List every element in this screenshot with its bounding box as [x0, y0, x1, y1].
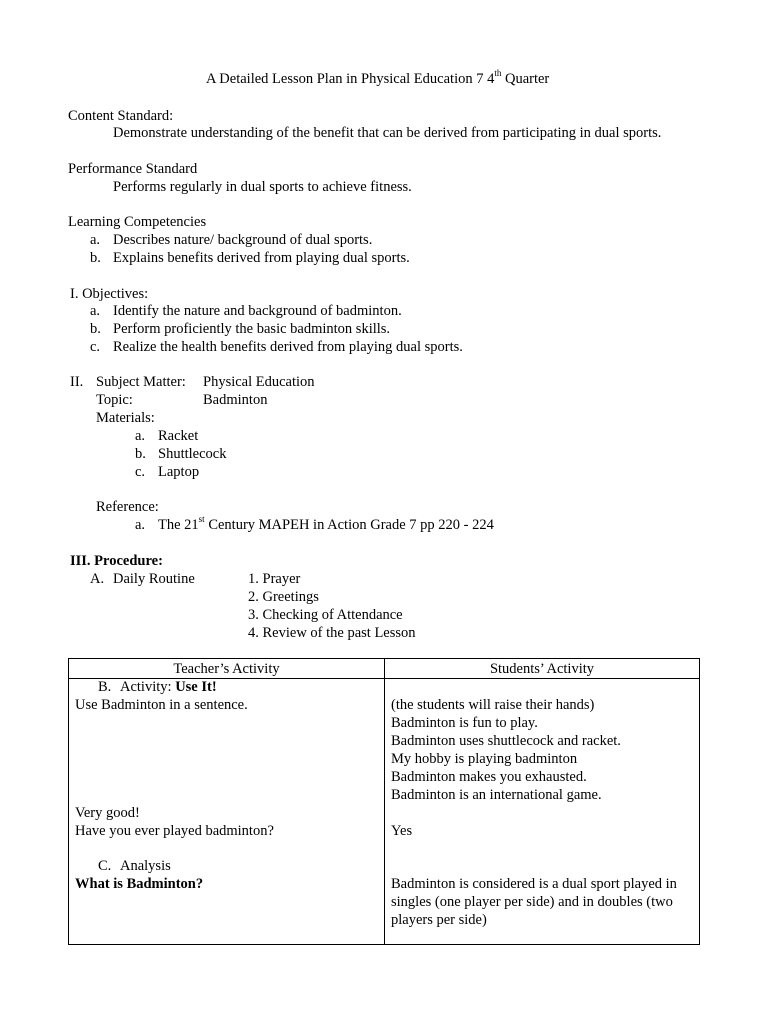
teacher-activity-header: Teacher’s Activity	[173, 661, 280, 677]
learning-competencies-label: Learning Competencies	[68, 214, 207, 230]
activity-marker: B.	[98, 679, 112, 695]
title-text: A Detailed Lesson Plan in Physical Education 7 4	[206, 71, 495, 87]
materials-label: Materials:	[96, 410, 155, 426]
material-item: Laptop	[158, 464, 200, 480]
objective-marker: a.	[90, 303, 101, 319]
activity-heading	[120, 678, 217, 696]
students-activity-header: Students’ Activity	[489, 661, 595, 677]
student-response: Badminton makes you exhausted.	[391, 769, 587, 785]
student-response: (the students will raise their hands)	[391, 697, 595, 713]
topic-value: Badminton	[203, 392, 268, 408]
analysis-marker: C.	[98, 858, 112, 874]
objective-item: Realize the health benefits derived from playing dual sports.	[113, 339, 463, 355]
content-standard-text: Demonstrate understanding of the benefit that can be derived from participating in dual sports.	[113, 125, 662, 141]
objective-item: Identify the nature and background of badminton.	[113, 303, 402, 319]
competency-marker: b.	[90, 250, 101, 266]
reference-marker: a.	[135, 517, 146, 533]
subject-matter-value: Physical Education	[203, 374, 315, 390]
reference-superscript: st	[198, 514, 205, 525]
routine-label: Daily Routine	[113, 571, 195, 587]
material-item: Shuttlecock	[158, 446, 227, 462]
content-standard-label: Content Standard:	[68, 108, 174, 124]
topic-label: Topic:	[96, 392, 133, 408]
objective-marker: b.	[90, 321, 101, 337]
table-column-divider	[384, 659, 385, 944]
material-marker: b.	[135, 446, 146, 462]
routine-item: 3. Checking of Attendance	[248, 607, 403, 623]
student-response: Badminton is an international game.	[391, 787, 602, 803]
competency-item: Describes nature/ background of dual sports.	[113, 232, 373, 248]
page-title	[206, 70, 549, 88]
reference-text-pre: The 21	[158, 517, 199, 533]
objectives-label: I. Objectives:	[70, 286, 149, 302]
teacher-prompt: Use Badminton in a sentence.	[75, 697, 248, 713]
analysis-question: What is Badminton?	[75, 876, 204, 892]
routine-marker: A.	[90, 571, 105, 587]
activity-label: Activity:	[120, 679, 172, 695]
reference-text-post: Century MAPEH in Action Grade 7 pp 220 - 224	[204, 517, 494, 533]
objective-marker: c.	[90, 339, 101, 355]
routine-item: 2. Greetings	[248, 589, 319, 605]
activity-table	[68, 658, 700, 945]
objective-item: Perform proficiently the basic badminton skills.	[113, 321, 391, 337]
student-response: Badminton is fun to play.	[391, 715, 538, 731]
teacher-question: Have you ever played badminton?	[75, 823, 274, 839]
routine-item: 1. Prayer	[248, 571, 301, 587]
student-answer: Yes	[391, 823, 413, 839]
activity-name: Use It!	[175, 679, 217, 695]
teacher-praise: Very good!	[75, 805, 140, 821]
analysis-label: Analysis	[120, 858, 171, 874]
material-item: Racket	[158, 428, 199, 444]
competency-item: Explains benefits derived from playing dual sports.	[113, 250, 410, 266]
competency-marker: a.	[90, 232, 101, 248]
material-marker: c.	[135, 464, 146, 480]
student-response: Badminton uses shuttlecock and racket.	[391, 733, 621, 749]
subject-matter-label: Subject Matter:	[96, 374, 186, 390]
reference-label: Reference:	[96, 499, 159, 515]
analysis-answer: Badminton is considered is a dual sport played in singles (one player per side) and in doubles (two players per side)	[391, 876, 677, 928]
title-suffix: Quarter	[501, 71, 550, 87]
material-marker: a.	[135, 428, 146, 444]
student-response: My hobby is playing badminton	[391, 751, 578, 767]
title-superscript: th	[494, 68, 502, 79]
performance-standard-text: Performs regularly in dual sports to achieve fitness.	[113, 179, 412, 195]
reference-item	[158, 516, 494, 534]
procedure-label: III. Procedure:	[70, 553, 163, 569]
routine-item: 4. Review of the past Lesson	[248, 625, 416, 641]
subject-matter-numeral: II.	[70, 374, 84, 390]
performance-standard-label: Performance Standard	[68, 161, 198, 177]
